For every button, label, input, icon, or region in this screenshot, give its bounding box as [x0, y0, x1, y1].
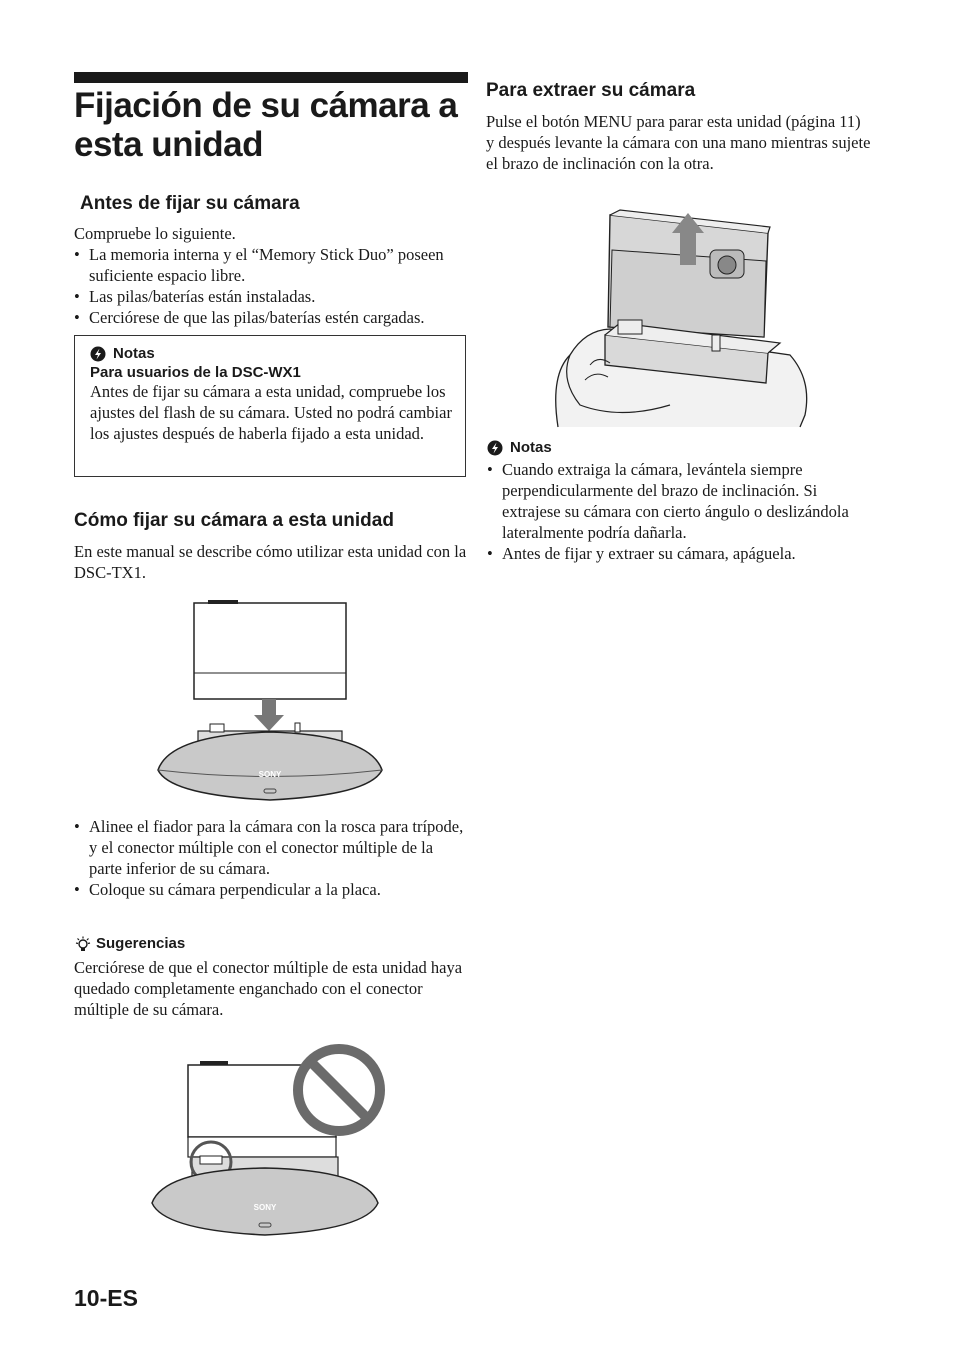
notes-box: [74, 335, 466, 477]
section-before-intro: Compruebe lo siguiente.: [74, 224, 236, 243]
list-item: • Cuando extraiga la cámara, levántela siempre perpendicularmente del brazo de inclinación. Si extrajese su cámara con cierto ángulo o deslizándola lateralmente podría dañarla.: [487, 459, 872, 543]
section-attach-list: [74, 816, 469, 900]
tips-text: Cerciórese de que el conector múltiple de esta unidad haya quedado completamente enganchado con el conector múltiple de su cámara.: [74, 958, 463, 1019]
notes-subheading: Para usuarios de la DSC-WX1: [90, 364, 301, 381]
incorrect-attach-illustration: [148, 1040, 392, 1240]
notes-right-body: [487, 459, 872, 564]
section-before-body: [74, 223, 469, 328]
page-number: 10-ES: [74, 1285, 138, 1311]
title-rule: [74, 72, 468, 83]
notes-right-list: [487, 459, 872, 564]
heading-como-fijar: Cómo fijar su cámara a esta unidad: [74, 510, 394, 531]
remove-illustration: [550, 205, 810, 430]
section-before-list: [74, 244, 469, 328]
list-item: • Antes de fijar y extraer su cámara, apáguela.: [487, 543, 872, 564]
page-title: Fijación de su cámara a esta unidad: [74, 86, 458, 164]
sony-logo: SONY: [253, 1203, 277, 1212]
list-item: • Cerciórese de que las pilas/baterías estén cargadas.: [74, 307, 469, 328]
attach-illustration: [150, 595, 390, 805]
tips-heading: Sugerencias: [75, 935, 185, 952]
list-item: • Las pilas/baterías están instaladas.: [74, 286, 469, 307]
section-attach-list-wrap: [74, 816, 469, 900]
list-item: • Coloque su cámara perpendicular a la placa.: [74, 879, 469, 900]
heading-antes: Antes de fijar su cámara: [80, 193, 300, 214]
heading-extraer: Para extraer su cámara: [486, 80, 696, 101]
sony-logo: SONY: [258, 770, 282, 779]
warning-icon: [487, 440, 503, 456]
notes-heading: Notas: [90, 345, 460, 362]
prohibited-icon: [298, 1049, 380, 1131]
warning-icon: [90, 346, 106, 362]
notes-right-heading: Notas: [487, 439, 552, 456]
section-remove-text: Pulse el botón MENU para parar esta unidad (página 11) y después levante la cámara con una mano mientras sujete el brazo de inclinación con la otra.: [486, 112, 871, 173]
notes-text: Antes de fijar su cámara a esta unidad, compruebe los ajustes del flash de su cámara. Usted no podrá cambiar los ajustes después de haberla fijado a esta unidad.: [90, 382, 452, 443]
list-item: • Alinee el fiador para la cámara con la rosca para trípode, y el conector múltiple con el conector múltiple de la parte inferior de su cámara.: [74, 816, 469, 879]
section-attach-intro: En este manual se describe cómo utilizar esta unidad con la DSC-TX1.: [74, 542, 467, 582]
list-item: • La memoria interna y el “Memory Stick Duo” poseen suficiente espacio libre.: [74, 244, 469, 286]
lightbulb-icon: [75, 936, 91, 952]
